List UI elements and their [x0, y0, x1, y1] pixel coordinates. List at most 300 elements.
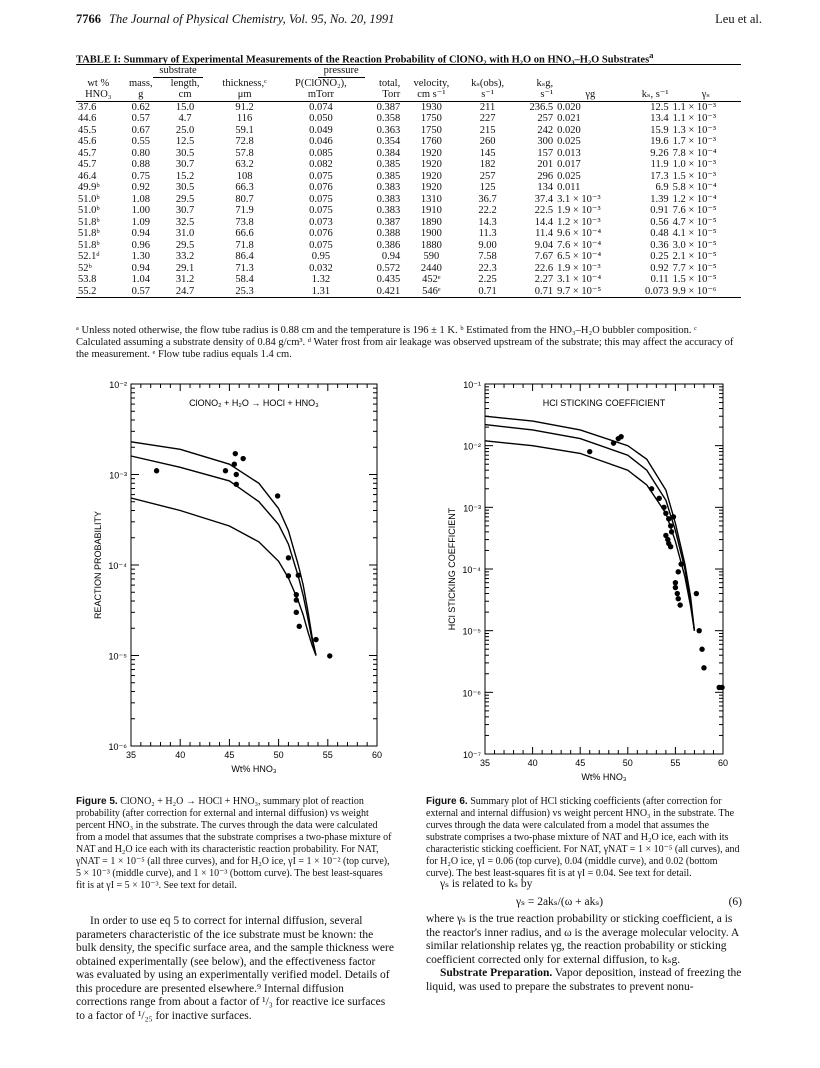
table-cell: 260 — [479, 136, 496, 147]
table-cell: 257 — [479, 170, 496, 182]
table-cell: 4.7 — [178, 113, 192, 124]
table-cell: 1.08 — [131, 193, 150, 205]
table-body — [76, 101, 741, 298]
data-point — [296, 573, 301, 578]
y-tick-label: 10⁻² — [109, 380, 127, 390]
table-cell: 0.385 — [376, 159, 401, 170]
table-cell: 300 — [537, 136, 554, 147]
table-cell: 4.7 × 10⁻⁵ — [672, 216, 717, 228]
data-point — [676, 569, 681, 574]
table-cell: 30.5 — [175, 182, 195, 193]
table-cell: 24.7 — [161, 286, 209, 298]
table-cell: 0.013 — [557, 147, 581, 159]
y-tick-label: 10⁻² — [463, 441, 481, 452]
table-cell: 32.5 — [175, 216, 195, 228]
table-cell: 1.1 × 10⁻³ — [672, 113, 717, 124]
table-cell: 9.26 — [650, 147, 669, 159]
header-left — [76, 12, 394, 27]
table-cell: 1.1 × 10⁻³ — [672, 101, 717, 113]
table-cell: 1920 — [420, 170, 442, 182]
table-cell: 45.7 — [78, 147, 97, 159]
data-point — [233, 451, 238, 456]
x-tick-label: 40 — [527, 758, 538, 768]
column-header: length, — [170, 77, 200, 89]
table-cell: 0.388 — [376, 228, 401, 239]
table-cell: 125 — [479, 182, 496, 193]
table-cell: 71.3 — [235, 262, 254, 274]
equation-intro: γₛ is related to kₛ by — [440, 878, 533, 890]
table-cell: 22.3 — [478, 262, 497, 274]
y-tick-label: 10⁻³ — [463, 503, 481, 514]
table-cell: 0.076 — [309, 228, 333, 239]
table-cell: 13.4 — [650, 113, 669, 124]
column-header-unit: γₛ — [671, 89, 741, 101]
table-cell: 0.572 — [376, 262, 401, 274]
table-cell: 14.4 — [534, 216, 554, 228]
table-cell: 236.5 — [529, 101, 554, 113]
table-cell: 0.383 — [376, 193, 401, 205]
figure-6-plot — [447, 380, 750, 790]
table-cell: 0.075 — [309, 239, 333, 251]
table-cell: 49.9ᵇ — [78, 182, 100, 193]
model-curve-3 — [485, 441, 694, 631]
data-point — [313, 637, 318, 642]
table-cell: 0.94 — [131, 228, 150, 239]
table-cell: 1920 — [420, 147, 442, 159]
figure-6-label: Figure 6. — [426, 796, 468, 807]
table-cell: 66.6 — [235, 228, 254, 239]
table-cell: 0.358 — [376, 113, 401, 124]
table-cell: 2.1 × 10⁻⁵ — [672, 251, 717, 262]
x-tick-label: 60 — [717, 758, 729, 768]
column-header: velocity, — [413, 77, 450, 89]
data-point — [668, 544, 673, 549]
x-tick-label: 50 — [622, 758, 633, 768]
table-cell: 29.5 — [175, 239, 195, 251]
table-cell: 0.94 — [131, 262, 150, 274]
table-cell: 1.3 × 10⁻³ — [672, 124, 717, 136]
x-tick-label: 40 — [175, 750, 186, 760]
section-text: Vapor deposition, instead of freezing the liquid, was used to prepare the substrates to prevent nonu- — [426, 967, 742, 993]
data-point — [675, 591, 680, 596]
table-cell: 0.354 — [376, 136, 401, 147]
y-axis-label: HCl STICKING COEFFICIENT — [447, 507, 457, 631]
table-cell: 51.8ᵇ — [78, 216, 100, 228]
column-header-unit: Torr — [362, 89, 402, 101]
table-cell: 1760 — [420, 136, 442, 147]
table-cell: 19.6 — [650, 136, 669, 147]
data-point — [669, 529, 674, 534]
table-cell: 0.085 — [309, 147, 333, 159]
x-tick-label: 35 — [125, 750, 137, 760]
data-point — [657, 496, 662, 501]
table-cell: 2.27 — [534, 274, 554, 285]
table-cell: 71.8 — [235, 239, 254, 251]
data-point — [154, 468, 159, 473]
x-tick-label: 55 — [670, 758, 681, 768]
data-point — [678, 561, 683, 566]
column-header-unit: HNO₃ — [76, 89, 121, 101]
table-cell: 1910 — [420, 205, 442, 216]
table-row — [76, 217, 741, 229]
table-cell: 55.2 — [76, 286, 121, 298]
table-cell: 0.36 — [650, 239, 669, 251]
table-cell: 11.9 — [650, 159, 669, 170]
y-tick-label: 10⁻³ — [109, 470, 127, 481]
data-point — [611, 440, 616, 445]
table-row — [76, 113, 741, 125]
model-curve-2 — [485, 425, 694, 631]
table-cell: 257 — [537, 113, 554, 124]
table-cell: 22.6 — [534, 262, 554, 274]
table-cell: 3.0 × 10⁻⁵ — [672, 239, 717, 251]
table-cell: 7.6 × 10⁻⁵ — [672, 205, 717, 216]
table-cell: 1930 — [420, 101, 442, 113]
table-cell: 0.91 — [650, 205, 669, 216]
group-substrate: substrate — [76, 65, 280, 78]
table-cell: 45.6 — [78, 136, 97, 147]
table-cell: 0.032 — [309, 262, 333, 274]
table-cell: 72.8 — [235, 136, 254, 147]
table-cell: 0.011 — [557, 182, 581, 193]
data-point — [649, 486, 654, 491]
table-cell: 0.025 — [557, 170, 581, 182]
section-paragraph — [426, 967, 742, 994]
table-cell: 7.67 — [534, 251, 554, 262]
x-axis-label: Wt% HNO₃ — [581, 772, 627, 782]
table-cell: 590 — [423, 251, 440, 262]
table-cell: 546ᵉ — [402, 286, 460, 298]
table-cell: 15.0 — [175, 101, 195, 113]
table-cell: 0.48 — [650, 228, 669, 239]
data-point — [294, 597, 299, 602]
table-cell: 9.6 × 10⁻⁴ — [557, 228, 602, 239]
table-footnotes: ᵃ Unless noted otherwise, the flow tube radius is 0.88 cm and the temperature is 196 ± 1 K. ᵇ Estimated from the HNO₃–H₂O bubbler composition. ᶜ Calculated assuming a substrate density of 0.84 g/cm³. ᵈ Water frost from air leakage was observed upstream of the substrate; this may affect the accuracy of the measurement. ᵉ Flow tube radius equals 1.4 cm. — [76, 325, 734, 360]
body-left-column — [76, 915, 394, 1023]
table-cell: 29.5 — [175, 193, 195, 205]
table-cell: 452ᵉ — [422, 274, 441, 285]
table-cell: 1750 — [420, 124, 442, 136]
table-cell: 1880 — [420, 239, 442, 251]
table-cell: 0.363 — [376, 124, 401, 136]
table-cell: 7.8 × 10⁻⁴ — [672, 147, 717, 159]
column-header: total, — [378, 77, 401, 89]
data-point — [719, 685, 724, 690]
table-row — [76, 101, 741, 113]
data-point — [286, 555, 291, 560]
plot-frame — [485, 384, 723, 754]
table-row — [76, 194, 741, 206]
data-point — [275, 493, 280, 498]
table-cell: 91.2 — [235, 101, 254, 113]
table-cell: 7.6 × 10⁻⁴ — [557, 239, 602, 251]
column-header — [671, 78, 741, 90]
table-cell: 7.7 × 10⁻⁵ — [672, 262, 717, 274]
table-cell: 1.2 × 10⁻⁴ — [672, 193, 717, 205]
x-tick-label: 45 — [575, 758, 586, 768]
table-cell: 0.11 — [650, 274, 669, 285]
table-row — [76, 125, 741, 137]
table-cell: 0.050 — [309, 113, 333, 124]
table-cell: 45.7 — [78, 159, 97, 170]
table-cell: 0.55 — [131, 136, 150, 147]
table-cell: 80.7 — [235, 193, 254, 205]
table-cell: 1.0 × 10⁻³ — [672, 159, 717, 170]
equation-number: (6) — [728, 895, 742, 908]
column-header — [555, 78, 625, 90]
figure-6-caption — [426, 796, 742, 880]
section-heading: Substrate Preparation. — [440, 967, 553, 979]
data-point — [232, 461, 237, 466]
table-cell: 1.9 × 10⁻³ — [557, 262, 601, 274]
data-point — [671, 514, 676, 519]
table-cell: 0.075 — [309, 193, 333, 205]
journal-citation: The Journal of Physical Chemistry, Vol. 95, No. 20, 1991 — [109, 12, 395, 26]
data-point — [697, 628, 702, 633]
column-header-unit: s⁻¹ — [460, 89, 514, 101]
table-cell: 1.31 — [280, 286, 362, 298]
table-cell: 1.00 — [131, 205, 150, 216]
table-cell: 1900 — [420, 228, 442, 239]
table-cell: 0.92 — [131, 182, 150, 193]
y-tick-label: 10⁻⁶ — [462, 688, 481, 699]
table-cell: 59.1 — [235, 124, 254, 136]
x-tick-label: 45 — [224, 750, 235, 760]
table-cell: 15.9 — [650, 124, 669, 136]
table-row — [76, 159, 741, 171]
y-tick-label: 10⁻¹ — [463, 380, 481, 390]
y-tick-label: 10⁻⁴ — [462, 565, 481, 575]
column-header-unit: cm — [161, 89, 209, 101]
model-curve-1 — [485, 416, 694, 631]
column-header-unit: kₛ, s⁻¹ — [625, 89, 670, 101]
equation-6 — [426, 892, 742, 914]
table-cell: 0.25 — [650, 251, 669, 262]
table-cell: 17.3 — [650, 170, 669, 182]
data-point — [699, 647, 704, 652]
table-cell: 0.075 — [309, 205, 333, 216]
table-cell: 1750 — [420, 113, 442, 124]
table-cell: 9.00 — [478, 239, 497, 251]
table-cell: 0.387 — [376, 216, 401, 228]
table-cell: 0.95 — [311, 251, 331, 262]
data-table — [76, 64, 741, 298]
table-cell: 73.8 — [235, 216, 254, 228]
data-point — [676, 596, 681, 601]
table-cell: 1.30 — [131, 251, 150, 262]
column-header-unit: s⁻¹ — [515, 89, 555, 101]
table-cell: 9.04 — [534, 239, 554, 251]
table-cell: 157 — [537, 147, 554, 159]
header-authors: Leu et al. — [715, 12, 762, 26]
x-tick-label: 50 — [273, 750, 284, 760]
table-cell: 30.7 — [175, 159, 195, 170]
table-cell: 182 — [479, 159, 496, 170]
table-cell: 25.3 — [209, 286, 280, 298]
column-header — [625, 78, 670, 90]
table-cell: 0.020 — [557, 124, 581, 136]
data-point — [240, 456, 245, 461]
table-row — [76, 148, 741, 160]
table-row — [76, 286, 741, 298]
table-row — [76, 205, 741, 217]
data-point — [327, 653, 332, 658]
table-cell: 0.62 — [131, 101, 150, 113]
data-point — [294, 592, 299, 597]
table-cell: 201 — [537, 159, 554, 170]
data-point — [701, 665, 706, 670]
table-cell: 1.5 × 10⁻³ — [672, 170, 717, 182]
column-header-unit: μm — [209, 89, 280, 101]
table-cell: 1.5 × 10⁻⁵ — [672, 274, 717, 285]
y-axis-label: REACTION PROBABILITY — [93, 510, 103, 620]
table-cell: 0.383 — [376, 205, 401, 216]
column-header: P(ClONO₂), — [295, 77, 347, 89]
table-cell: 0.049 — [309, 124, 333, 136]
table-cell: 0.71 — [460, 286, 514, 298]
table-row — [76, 228, 741, 240]
figure-6-caption-text: Summary plot of HCl sticking coefficients (after correction for external and internal diffusion) vs weight percent HNO₃ in the substrate. The curves through the data were calculated from a model that assumes the substrate comprises a two-phase mixture of NAT and H₂O ice, each with its characteristic sticking coefficient. For NAT, γNAT = 1 × 10⁻⁵ (all curves), and for H₂O ice, γI = 0.06 (top curve), 0.04 (middle curve), and 0.02 (bottom curve). The best least-squares fit is at γI = 0.04. See text for detail. — [426, 796, 740, 879]
table-row — [76, 240, 741, 252]
table-cell: 0.046 — [309, 136, 333, 147]
table-row — [76, 274, 741, 286]
header-row-1 — [76, 78, 741, 90]
table-cell: 296 — [537, 170, 554, 182]
table-cell: 37.6 — [78, 101, 97, 113]
table-cell: 22.5 — [534, 205, 554, 216]
table-cell: 11.3 — [478, 228, 497, 239]
figure-5 — [86, 380, 391, 775]
table-cell: 0.383 — [376, 182, 401, 193]
table-cell: 0.435 — [376, 274, 401, 285]
y-tick-label: 10⁻⁴ — [108, 561, 127, 571]
table-caption-mark: a — [649, 50, 654, 60]
table-cell: 116 — [236, 113, 253, 124]
body-paragraph: In order to use eq 5 to correct for internal diffusion, several parameters characteristic of the ice substrate must be known: the bulk density, the specific surface area, and the sample thickness were obtained experimentally (see below), and the effectiveness factor was evaluated by using an experimentally verified model. Details of this procedure are presented elsewhere.⁹ Internal diffusion corrections range from about a factor of ¹/₃ for reactive ice surfaces to a factor of ¹/₂₅ for inactive surfaces. — [76, 915, 394, 1022]
table-cell: 11.4 — [535, 228, 554, 239]
table-cell: 0.57 — [121, 286, 161, 298]
table-cell: 58.4 — [235, 274, 254, 285]
table-row — [76, 251, 741, 263]
table-cell: 46.4 — [78, 170, 97, 182]
table-cell: 29.1 — [175, 262, 195, 274]
table-cell: 12.5 — [650, 101, 669, 113]
table-cell: 25.0 — [175, 124, 195, 136]
table-cell: 22.2 — [478, 205, 497, 216]
table-cell: 134 — [537, 182, 554, 193]
column-header: mass, — [128, 77, 153, 89]
table-cell: 9.9 × 10⁻⁶ — [671, 286, 741, 298]
data-point — [286, 573, 291, 578]
data-point — [234, 482, 239, 487]
table-cell: 0.67 — [131, 124, 150, 136]
data-point — [663, 511, 668, 516]
page-number: 7766 — [76, 12, 101, 26]
data-point — [234, 472, 239, 477]
table-cell: 9.7 × 10⁻⁵ — [555, 286, 625, 298]
column-header: kₛg, — [536, 77, 554, 89]
inset-label: ClONO₂ + H₂O → HOCl + HNO₃ — [189, 398, 319, 408]
table-cell: 227 — [479, 113, 496, 124]
table-cell: 0.80 — [131, 147, 150, 159]
table-cell: 1.39 — [650, 193, 669, 205]
table-cell: 242 — [537, 124, 554, 136]
table-cell: 0.385 — [376, 170, 401, 182]
table-cell: 0.56 — [650, 216, 669, 228]
table-cell: 14.3 — [478, 216, 497, 228]
table-cell: 51.8ᵇ — [78, 228, 100, 239]
table-cell: 215 — [479, 124, 496, 136]
table-cell: 53.8 — [78, 274, 97, 285]
table-row — [76, 136, 741, 148]
table-cell: 31.2 — [175, 274, 195, 285]
figure-5-label: Figure 5. — [76, 796, 118, 807]
column-header-unit: γg — [555, 89, 625, 101]
data-point — [294, 610, 299, 615]
data-point — [673, 580, 678, 585]
table-cell: 51.0ᵇ — [78, 205, 100, 216]
table-cell: 0.021 — [557, 113, 581, 124]
table-cell: 5.8 × 10⁻⁴ — [672, 182, 717, 193]
equation-text: γₛ = 2akₛ/(ω + akₛ) — [516, 895, 604, 908]
table-cell: 0.020 — [557, 101, 581, 113]
data-point — [694, 591, 699, 596]
column-header-unit: g — [121, 89, 161, 101]
table-cell: 57.8 — [235, 147, 254, 159]
data-point — [668, 523, 673, 528]
data-point — [677, 602, 682, 607]
table-cell: 2.25 — [478, 274, 497, 285]
y-tick-label: 10⁻⁵ — [108, 651, 127, 662]
table-cell: 0.075 — [309, 170, 333, 182]
table-cell: 0.94 — [381, 251, 401, 262]
y-tick-label: 10⁻⁶ — [108, 742, 127, 752]
table-cell: 30.5 — [175, 147, 195, 159]
table-cell: 45.5 — [78, 124, 97, 136]
column-header: wt % — [87, 77, 110, 89]
data-point — [587, 449, 592, 454]
table-cell: 12.5 — [175, 136, 195, 147]
table-cell: 108 — [236, 170, 253, 182]
data-point — [661, 505, 666, 510]
table-cell: 1310 — [420, 193, 442, 205]
table-cell: 0.082 — [309, 159, 333, 170]
body-paragraph: where γₛ is the true reaction probability or sticking coefficient, a is the reactor's inner radius, and ω is the average molecular velocity. A similar relationship relates γg, the reaction probability or sticking coefficient corrected only for external diffusion, to kₛg. — [426, 913, 739, 966]
table-cell: 3.1 × 10⁻⁴ — [557, 274, 602, 285]
data-point — [297, 624, 302, 629]
table-cell: 52ᵇ — [78, 262, 92, 274]
table-cell: 37.4 — [534, 193, 554, 205]
table-cell: 1920 — [420, 159, 442, 170]
figure-6 — [447, 380, 750, 790]
table-cell: 71.9 — [235, 205, 254, 216]
table-cell: 0.57 — [131, 113, 150, 124]
table-cell: 7.58 — [478, 251, 497, 262]
table-cell: 0.71 — [515, 286, 555, 298]
table-cell: 1.9 × 10⁻³ — [557, 205, 601, 216]
column-header-unit: mTorr — [280, 89, 362, 101]
table-row — [76, 171, 741, 183]
plot-frame — [131, 384, 377, 746]
data-point — [673, 585, 678, 590]
x-tick-label: 60 — [371, 750, 383, 760]
table-cell: 0.386 — [376, 239, 401, 251]
x-tick-label: 35 — [479, 758, 491, 768]
data-point — [618, 434, 623, 439]
figure-5-caption-text: ClONO₂ + H₂O → HOCl + HNO₃, summary plot of reaction probability (after correction for external and internal diffusion) vs weight percent HNO₃ in the substrate. The curves through the data were calculated from a model that assumes that the substrate comprises a two-phase mixture of NAT and H₂O ice each with its characteristic reaction probability. For NAT, γNAT = 1 × 10⁻⁵ (all three curves), and for H₂O ice, γI = 1 × 10⁻² (top curve), 5 × 10⁻³ (middle curve), and 1 × 10⁻³ (bottom curve). The best least-squares fit is at γI = 5 × 10⁻³. See text for detail. — [76, 796, 392, 891]
table-cell: 1920 — [420, 182, 442, 193]
table-cell: 0.75 — [131, 170, 150, 182]
